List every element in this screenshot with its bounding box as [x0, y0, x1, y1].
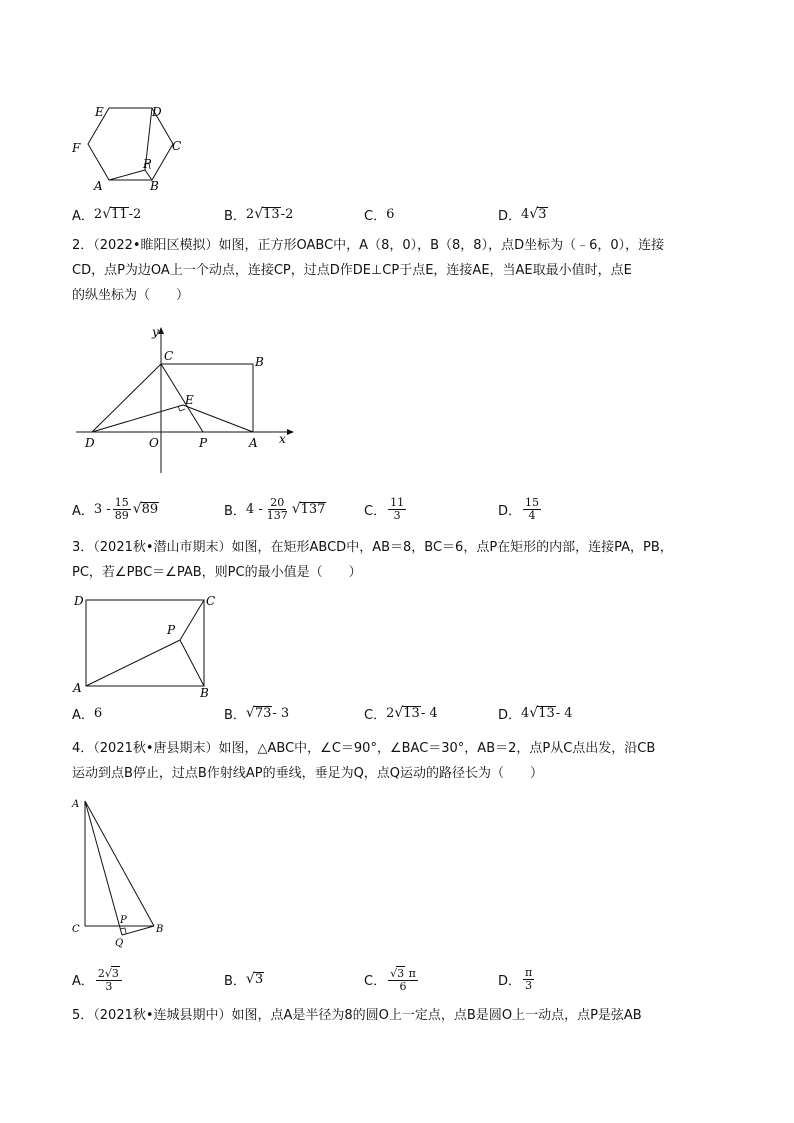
q4-text-line-1: 4．（2021秋•唐县期末）如图，△ABC中，∠C＝90°，∠BAC＝30°，AB＝2，点P从C点出发，沿CB	[72, 741, 656, 756]
q2-square-figure	[72, 325, 297, 475]
q1-label-D: D	[152, 105, 162, 119]
q4-question	[72, 736, 732, 786]
q4-triangle-figure	[68, 795, 178, 955]
q1-label-F: F	[72, 141, 81, 155]
q1-option-a[interactable]: A． 2 √ 11 -2	[72, 206, 142, 224]
q5-text-line-1: 5．（2021秋•连城县期中）如图，点A是半径为8的圆O上一定点，点B是圆O上一动点，点P是弦AB	[72, 1008, 642, 1023]
q2-text-line-1: 2．（2022•睢阳区模拟）如图，正方形OABC中，A（8，0），B（8，8），点D坐标为（﹣6，0），连接	[72, 238, 665, 253]
q3-label-P: P	[167, 623, 176, 637]
q1-hexagon-figure	[68, 100, 198, 195]
q1-label-P: P	[143, 157, 152, 171]
q4-label-A: A	[72, 799, 80, 810]
q2-option-c[interactable]: C． $\frac{11}{3}$	[364, 495, 405, 522]
q3-label-C: C	[206, 594, 216, 608]
q1-label-C: C	[172, 139, 182, 153]
q3-text-line-1: 3．（2021秋•潜山市期末）如图，在矩形ABCD中，AB＝8，BC＝6，点P在矩形的内部，连接PA，PB，	[72, 540, 673, 555]
q3-label-B: B	[200, 686, 209, 700]
q4-text-line-2: 运动到点B停止，过点B作射线AP的垂线，垂足为Q，点Q运动的路径长为（ ）	[72, 766, 544, 781]
q4-label-P: P	[120, 915, 127, 926]
q3-option-b[interactable]: B． √ 73 - 3	[224, 705, 290, 723]
q3-question	[72, 535, 732, 585]
q2-label-A: A	[249, 436, 258, 450]
q3-options	[72, 700, 732, 726]
q4-options	[72, 961, 732, 997]
q3-option-d[interactable]: D． 4 √ 13 - 4	[498, 705, 573, 723]
q3-option-c[interactable]: C． 2 √ 13 - 4	[364, 705, 438, 723]
q2-option-a[interactable]: A． 3 - $\frac{15}{89}$ √ 89	[72, 495, 159, 522]
q3-label-D: D	[74, 594, 84, 608]
q3-label-A: A	[73, 681, 82, 695]
q2-text-line-2: CD，点P为边OA上一个动点，连接CP，过点D作DE⊥CP于点E，连接AE，当AE取最小值时，点E	[72, 263, 632, 278]
q3-rectangle-figure	[70, 590, 220, 700]
q1-label-B: B	[150, 179, 159, 193]
q4-option-b[interactable]: B． √ 3	[224, 971, 264, 989]
q2-label-P: P	[199, 436, 208, 450]
q5-question	[72, 1003, 732, 1028]
q2-options	[72, 494, 732, 524]
q1-options	[72, 201, 732, 227]
q1-option-b[interactable]: B． 2 √ 13 -2	[224, 206, 294, 224]
q3-option-a[interactable]: A． 6	[72, 705, 103, 723]
q2-option-b[interactable]: B． 4 - $\frac{20}{137}$ √ 137	[224, 495, 326, 522]
q2-question	[72, 233, 732, 308]
q2-option-d[interactable]: D． $\frac{15}{4}$	[498, 495, 540, 522]
q2-label-E: E	[185, 393, 194, 407]
q2-label-B: B	[255, 355, 264, 369]
q2-label-C: C	[164, 349, 174, 363]
q2-label-D: D	[85, 436, 95, 450]
q1-label-A: A	[94, 179, 103, 193]
q4-label-Q: Q	[115, 938, 124, 949]
q2-label-x: x	[279, 432, 286, 446]
q2-label-y: y	[152, 325, 159, 339]
q2-text-line-3: 的纵坐标为（ ）	[72, 288, 190, 303]
q1-option-d[interactable]: D． 4 √ 3	[498, 206, 547, 224]
q4-option-a[interactable]: A． $\frac{2√3}{3}$	[72, 961, 124, 997]
q4-label-B: B	[156, 924, 164, 935]
q1-option-c[interactable]: C． 6	[364, 206, 395, 224]
q1-label-E: E	[95, 105, 104, 119]
q3-text-line-2: PC，若∠PBC＝∠PAB，则PC的最小值是（ ）	[72, 565, 362, 580]
q4-option-d[interactable]: D． $\frac{\pi}{3}$	[498, 965, 533, 992]
q2-label-O: O	[149, 436, 159, 450]
q4-option-c[interactable]: C． $\frac{√3 \pi}{6}$	[364, 966, 416, 993]
q4-label-C: C	[72, 924, 80, 935]
